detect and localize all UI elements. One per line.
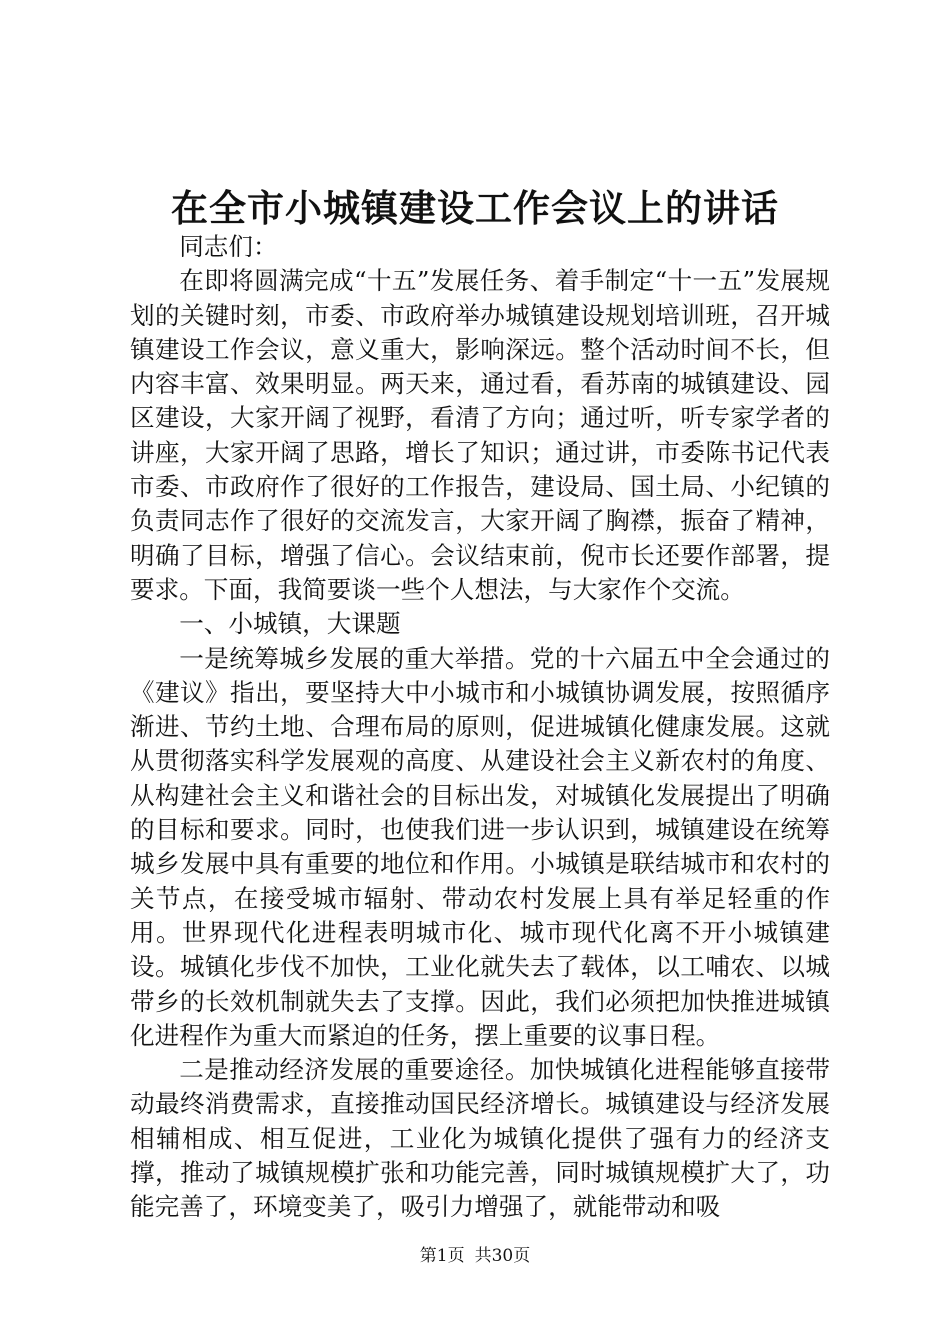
page-total: 共30页 [474,1246,531,1266]
document-body [130,230,830,1225]
document-title: 在全市小城镇建设工作会议上的讲话 [171,186,779,230]
page-number: 第1页 [419,1246,465,1266]
point-two-paragraph: 二是推动经济发展的重要途径。加快城镇化进程能够直接带动最终消费需求，直接推动国民经济增长。城镇建设与经济发展相辅相成、相互促进，工业化为城镇化提供了强有力的经济支撑，推动了城镇规模扩张和功能完善，同时城镇规模扩大了，功能完善了，环境变美了，吸引力增强了，就能带动和吸 [130,1055,830,1222]
section-heading: 一、小城镇，大课题 [179,609,401,639]
salutation-paragraph: 同志们： [179,232,278,261]
point-one-paragraph: 一是统筹城乡发展的重大举措。党的十六届五中全会通过的《建议》指出，要坚持大中小城市和小城镇协调发展，按照循序渐进、节约土地、合理布局的原则，促进城镇化健康发展。这就从贯彻落实科学发展观的高度、从建设社会主义新农村的角度、从构建社会主义和谐社会的目标出发，对城镇化发展提出了明确的目标和要求。同时，也使我们进一步认识到，城镇建设在统筹城乡发展中具有重要的地位和作用。小城镇是联结城市和农村的关节点，在接受城市辐射、带动农村发展上具有举足轻重的作用。世界现代化进程表明城市化、城市现代化离不开小城镇建设。城镇化步伐不加快，工业化就失去了载体，以工哺农、以城带乡的长效机制就失去了支撑。因此，我们必须把加快推进城镇化进程作为重大而紧迫的任务，摆上重要的议事日程。 [130,643,830,1050]
page-footer [0,1245,950,1267]
intro-paragraph: 在即将圆满完成“十五”发展任务、着手制定“十一五”发展规划的关键时刻，市委、市政府举办城镇建设规划培训班，召开城镇建设工作会议，意义重大，影响深远。整个活动时间不长，但内容丰富、效果明显。两天来，通过看，看苏南的城镇建设、园区建设，大家开阔了视野，看清了方向；通过听，听专家学者的讲座，大家开阔了思路，增长了知识；通过讲，市委陈书记代表市委、市政府作了很好的工作报告，建设局、国土局、小纪镇的负责同志作了很好的交流发言，大家开阔了胸襟，振奋了精神，明确了目标，增强了信心。会议结束前，倪市长还要作部署，提要求。下面，我简要谈一些个人想法，与大家作个交流。 [130,266,830,604]
